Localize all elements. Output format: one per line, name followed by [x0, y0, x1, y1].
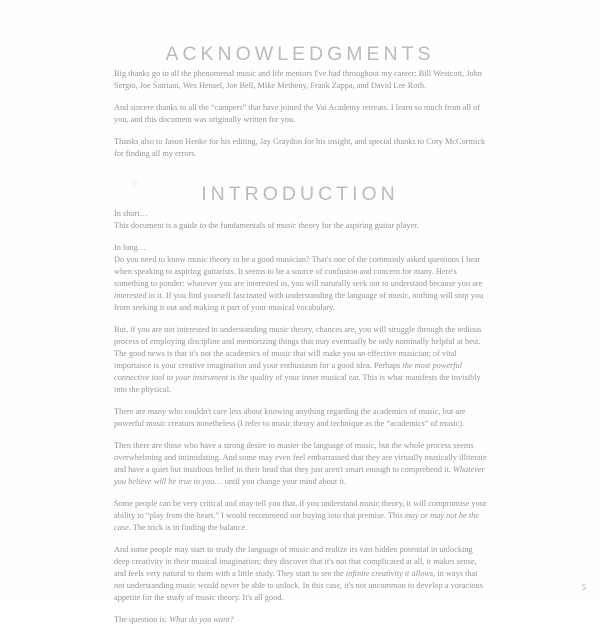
- paragraph: Thanks also to Jason Henke for his editing, Jay Graydon for his insight, and special thanks to Cory McCormick for finding all my errors.: [114, 137, 486, 158]
- emphasis-text: the most powerful connective tool to your instrument: [114, 361, 463, 382]
- acknowledgments-body: [114, 68, 488, 170]
- emphasis-text: Whatever you believe will be true to you: [114, 465, 485, 486]
- page-number: 5: [582, 583, 586, 592]
- paragraph: Some people can be very critical and may tell you that, if you understand music theory, it will compromise your ability to “play from the heart.” I would recommend not buying into that premise. This may or may not be the case. The trick is in finding the balance.: [114, 499, 487, 532]
- paragraph: There are many who couldn't care less about knowing anything regarding the academics of music, but are powerful music creators nonetheless (I refer to music theory and technique as the “academics” of music).: [114, 407, 466, 428]
- paragraph: This document is a guide to the fundamentals of music theory for the aspiring guitar player.: [114, 221, 419, 230]
- paragraph: But, if you are not interested in understanding music theory, chances are, you will struggle through the tedious process of employing discipline and memorizing things that may eventually be only nominally helpful at best. The good news is that it's not the academics of music that will make you an effective musician; of vital importance is your creative imagination and your enthusiasm for a good idea. Perhaps the most powerful connective tool to your instrument is the quality of your inner musical ear. This is what manifests the invisibly into the physical.: [114, 325, 482, 394]
- paragraph: In short…: [114, 209, 148, 218]
- paragraph: The question is: What do you want?: [114, 615, 234, 624]
- paragraph: Do you need to know music theory to be a good musician? That's one of the commonly asked questions I hear when speaking to aspiring guitarists. It seems to be a source of confusion and concern for many. Here's something to ponder: whatever you are interested in, you will naturally seek out to understand because you are interested in it. If you find yourself fascinated with understanding the language of music, nothing will stop you from seeking it out and making it part of your musical vocabulary.: [114, 255, 484, 312]
- emphasis-text: interested: [114, 291, 147, 300]
- introduction-heading-wrap: [114, 184, 486, 205]
- paragraph: And sincere thanks to all the “campers” that have joined the Vai Academy retreats. I learn so much from all of you, and this document was originally written for you.: [114, 103, 481, 124]
- paragraph: And some people may start to study the language of music and realize its vast hidden potential in unlocking deep creativity in their musical imagination; they discover that it's not that complicated at all, it makes sense, and feels very natural to them with a little study. They start to see the infinite creativity it allows, in ways that not understanding music would never be able to unlock. In this case, it's not uncommon to develop a voracious appetite for the study of music theory. It's all good.: [114, 545, 483, 602]
- paragraph: In long…: [114, 243, 147, 252]
- emphasis-text: infinite creativity it allows: [345, 569, 434, 578]
- paragraph: Then there are those who have a strong desire to master the language of music, but the whole process seems overwhelming and intimidating. And some may even feel embarrassed that they are virtually musically illiterate and have a quiet but insidious belief in their head that they just aren't smart enough to comprehend it. Whatever you believe will be true to you… until you change your mind about it.: [114, 441, 487, 486]
- emphasis-text: may or may not be the case: [114, 511, 479, 532]
- acknowledgments-heading-wrap: [114, 44, 486, 65]
- page-title-introduction: INTRODUCTION: [201, 183, 399, 205]
- emphasis-text: What do you want?: [169, 615, 234, 624]
- introduction-body: [114, 208, 488, 636]
- page-title-acknowledgments: ACKNOWLEDGMENTS: [165, 43, 435, 65]
- paragraph: Big thanks go to all the phenomenal music and life mentors I've had throughout my career: Bill Westcott, John Sergio, Joe Satriani, Wes Hensel, Joe Bell, Mike Metheny, Frank Zappa, and David Lee Roth.: [114, 69, 482, 90]
